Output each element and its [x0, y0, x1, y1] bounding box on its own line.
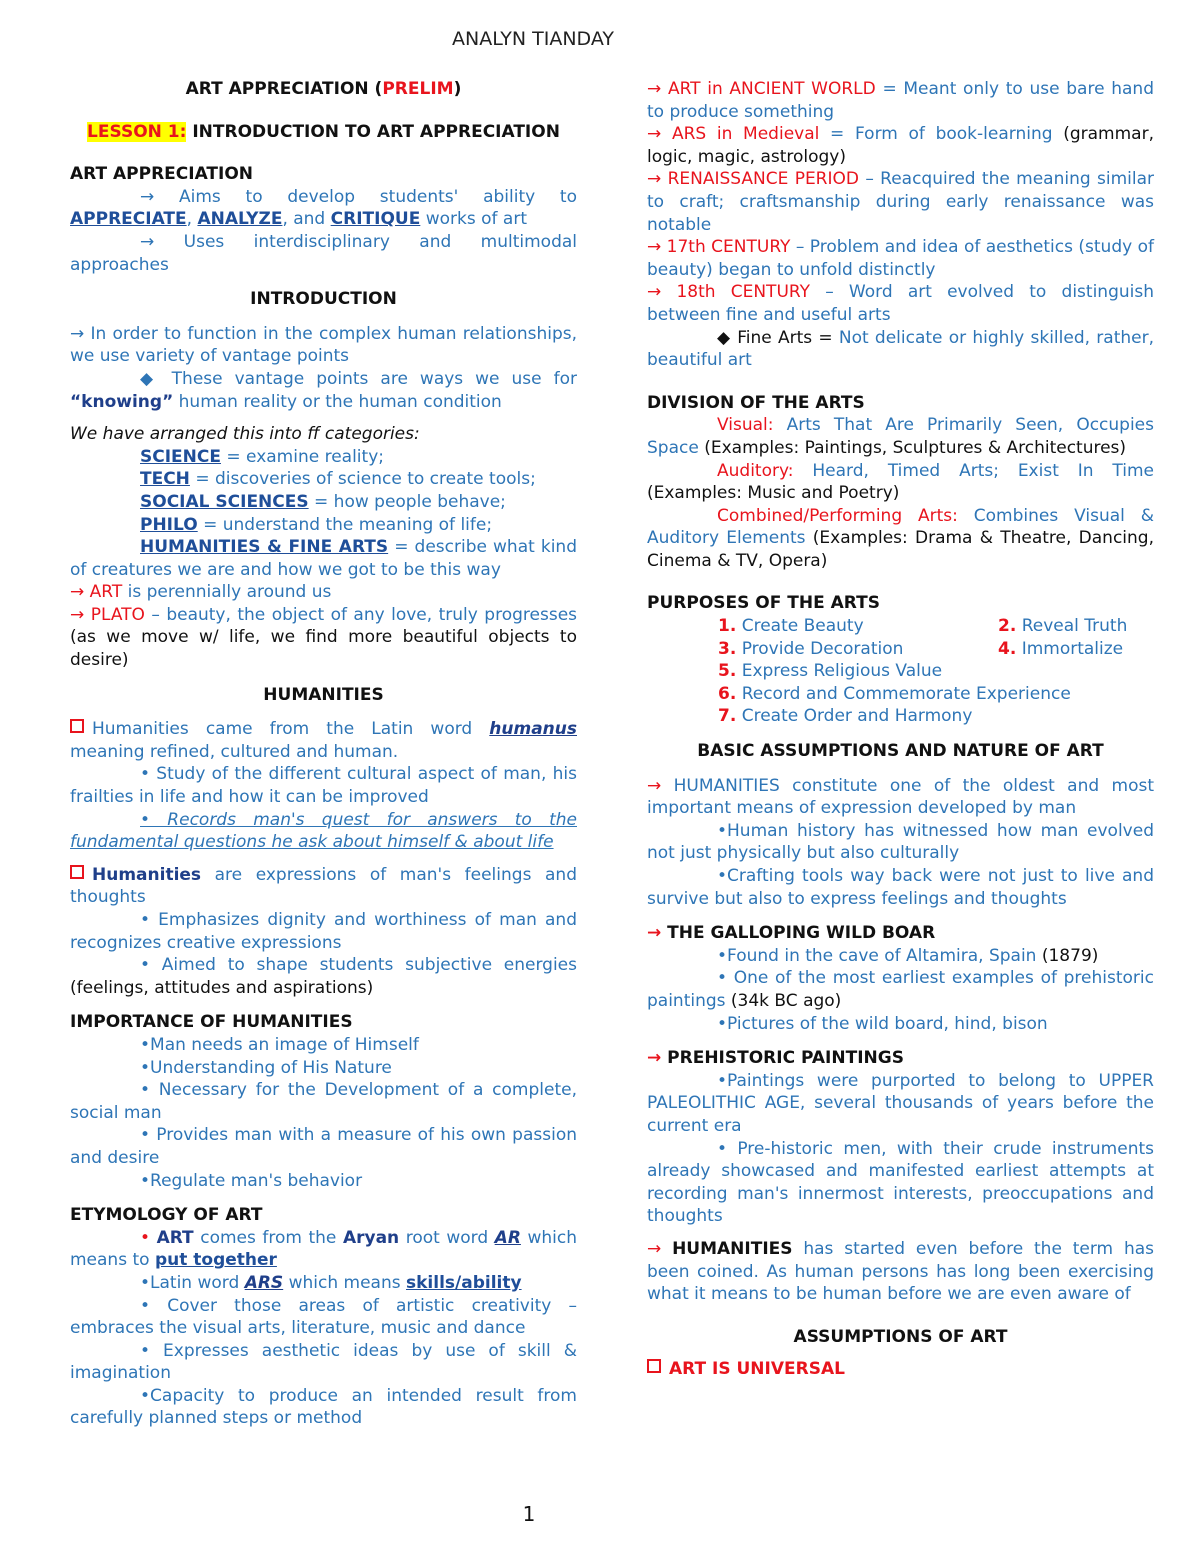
purposes-grid	[647, 615, 1154, 660]
humanities-started-note: → HUMANITIES has started even before the term has been coined. As human persons has long been exercising what it means to be human before we are even aware of	[647, 1238, 1154, 1305]
basic-point-2: •Human history has witnessed how man evolved not just physically but also culturally	[647, 820, 1154, 864]
history-ancient: → ART in ANCIENT WORLD = Meant only to use bare hand to produce something	[647, 79, 1154, 122]
checkbox-bullet-icon	[70, 865, 84, 879]
checkbox-bullet-icon	[647, 1359, 661, 1373]
intro-point-2: ◆ These vantage points are ways we use for “knowing” human reality or the human condition	[70, 368, 577, 412]
importance-item-1: •Man needs an image of Himself	[140, 1034, 419, 1055]
category-philo: PHILO = understand the meaning of life;	[140, 514, 493, 535]
prehistoric-item-2: • Pre-historic men, with their crude instruments already showcased and manifested earliest attempts at recording man's innermost interests, preoccupations and thoughts	[647, 1138, 1154, 1227]
humanities-expressions: Humanities are expressions of man's feelings and thoughts	[70, 864, 577, 908]
intro-point-1: → In order to function in the complex human relationships, we use variety of vantage points	[70, 323, 577, 367]
purpose-item: 1. Create Beauty	[718, 616, 864, 637]
lesson-tag: LESSON 1:	[87, 121, 187, 142]
lesson-title: LESSON 1: INTRODUCTION TO ART APPRECIATION	[87, 121, 560, 142]
plato-note: → PLATO – beauty, the object of any love, truly progresses (as we move w/ life, we find more beautiful objects to desire)	[70, 604, 578, 671]
importance-item-3: • Necessary for the Development of a complete, social man	[70, 1080, 577, 1123]
section-heading-purposes: PURPOSES OF THE ARTS	[647, 593, 880, 614]
purpose-item: 4. Immortalize	[998, 638, 1124, 659]
history-renaissance: → RENAISSANCE PERIOD – Reacquired the meaning similar to craft; craftsmanship during early renaissance was notable	[647, 169, 1154, 235]
purpose-item: 7. Create Order and Harmony	[718, 706, 973, 727]
category-tech: TECH = discoveries of science to create tools;	[140, 469, 536, 490]
humanities-records: • Records man's quest for answers to the fundamental questions he ask about himself & about life	[70, 809, 577, 853]
humanities-origin: Humanities came from the Latin word humanus meaning refined, cultured and human.	[70, 719, 577, 762]
document-title: ART APPRECIATION (PRELIM)	[185, 79, 462, 99]
section-heading-humanities: HUMANITIES	[263, 684, 384, 705]
page-header-author: ANALYN TIANDAY	[452, 28, 614, 50]
prehistoric-item-1: •Paintings were purported to belong to UPPER PALEOLITHIC AGE, several thousands of years before the current era	[647, 1070, 1154, 1136]
purpose-item: 6. Record and Commemorate Experience	[718, 683, 1071, 704]
intro-categories-lead: We have arranged this into ff categories:	[70, 424, 420, 445]
importance-item-5: •Regulate man's behavior	[140, 1170, 363, 1191]
section-heading-basic-assumptions: BASIC ASSUMPTIONS AND NATURE OF ART	[697, 741, 1104, 762]
fine-arts-definition: ◆ Fine Arts = Not delicate or highly skilled, rather, beautiful art	[647, 327, 1154, 371]
section-heading-galloping-boar: → THE GALLOPING WILD BOAR	[647, 923, 936, 944]
etymology-item-1: • ART comes from the Aryan root word AR which means to put together	[70, 1227, 577, 1271]
division-visual: Visual: Arts That Are Primarily Seen, Occupies Space (Examples: Paintings, Sculptures & Architectures)	[647, 415, 1154, 458]
purpose-item: 3. Provide Decoration	[718, 638, 904, 659]
left-column	[70, 78, 577, 1430]
aa-point-1: → Aims to develop students' ability to APPRECIATE, ANALYZE, and CRITIQUE works of art	[70, 186, 577, 230]
etymology-item-3: • Cover those areas of artistic creativity – embraces the visual arts, literature, music and dance	[70, 1295, 577, 1339]
boar-item-1: •Found in the cave of Altamira, Spain (1879)	[717, 945, 1099, 966]
art-perennial: → ART is perennially around us	[70, 582, 332, 603]
history-18th-century: → 18th CENTURY – Word art evolved to distinguish between fine and useful arts	[647, 282, 1154, 325]
section-heading-prehistoric: → PREHISTORIC PAINTINGS	[647, 1048, 904, 1069]
page-number: 1	[522, 1502, 536, 1526]
humanities-energies: • Aimed to shape students subjective energies (feelings, attitudes and aspirations)	[70, 955, 577, 998]
division-combined: Combined/Performing Arts: Combines Visual & Auditory Elements (Examples: Drama & Theatre, Dancing, Cinema & TV, Opera)	[647, 505, 1155, 571]
section-heading-introduction: INTRODUCTION	[250, 289, 397, 310]
importance-item-4: • Provides man with a measure of his own passion and desire	[70, 1125, 577, 1168]
boar-item-2: • One of the most earliest examples of prehistoric paintings (34k BC ago)	[647, 968, 1154, 1011]
purpose-item: 2. Reveal Truth	[998, 616, 1128, 637]
section-heading-importance: IMPORTANCE OF HUMANITIES	[70, 1012, 353, 1033]
right-column	[647, 78, 1154, 1381]
purpose-item: 5. Express Religious Value	[718, 661, 943, 682]
humanities-dignity: • Emphasizes dignity and worthiness of man and recognizes creative expressions	[70, 910, 577, 953]
humanities-study: • Study of the different cultural aspect of man, his frailties in life and how it can be improved	[70, 764, 577, 808]
section-heading-division: DIVISION OF THE ARTS	[647, 392, 865, 413]
category-science: SCIENCE = examine reality;	[140, 446, 384, 467]
basic-point-3: •Crafting tools way back were not just to live and survive but also to express feelings and thoughts	[647, 866, 1154, 909]
checkbox-bullet-icon	[70, 719, 84, 733]
section-heading-art-appreciation: ART APPRECIATION	[70, 164, 254, 185]
importance-item-2: •Understanding of His Nature	[140, 1057, 392, 1078]
history-medieval: → ARS in Medieval = Form of book-learning (grammar, logic, magic, astrology)	[647, 124, 1154, 167]
history-17th-century: → 17th CENTURY – Problem and idea of aesthetics (study of beauty) began to unfold distinctly	[647, 237, 1154, 280]
etymology-item-4: • Expresses aesthetic ideas by use of skill & imagination	[70, 1340, 577, 1384]
etymology-item-2: •Latin word ARS which means skills/ability	[140, 1272, 522, 1293]
basic-point-1: → HUMANITIES constitute one of the oldest and most important means of expression developed by man	[647, 775, 1154, 819]
aa-point-2: → Uses interdisciplinary and multimodal approaches	[70, 231, 577, 275]
category-social-sciences: SOCIAL SCIENCES = how people behave;	[140, 491, 506, 512]
etymology-item-5: •Capacity to produce an intended result from carefully planned steps or method	[70, 1385, 577, 1429]
division-auditory: Auditory: Heard, Timed Arts; Exist In Time (Examples: Music and Poetry)	[647, 460, 1154, 504]
category-humanities: HUMANITIES & FINE ARTS = describe what kind of creatures we are and how we got to be this way	[70, 537, 577, 580]
art-is-universal: ART IS UNIVERSAL	[647, 1358, 1154, 1381]
section-heading-etymology: ETYMOLOGY OF ART	[70, 1205, 263, 1226]
section-heading-assumptions: ASSUMPTIONS OF ART	[793, 1326, 1008, 1347]
boar-item-3: •Pictures of the wild board, hind, bison	[717, 1013, 1048, 1034]
